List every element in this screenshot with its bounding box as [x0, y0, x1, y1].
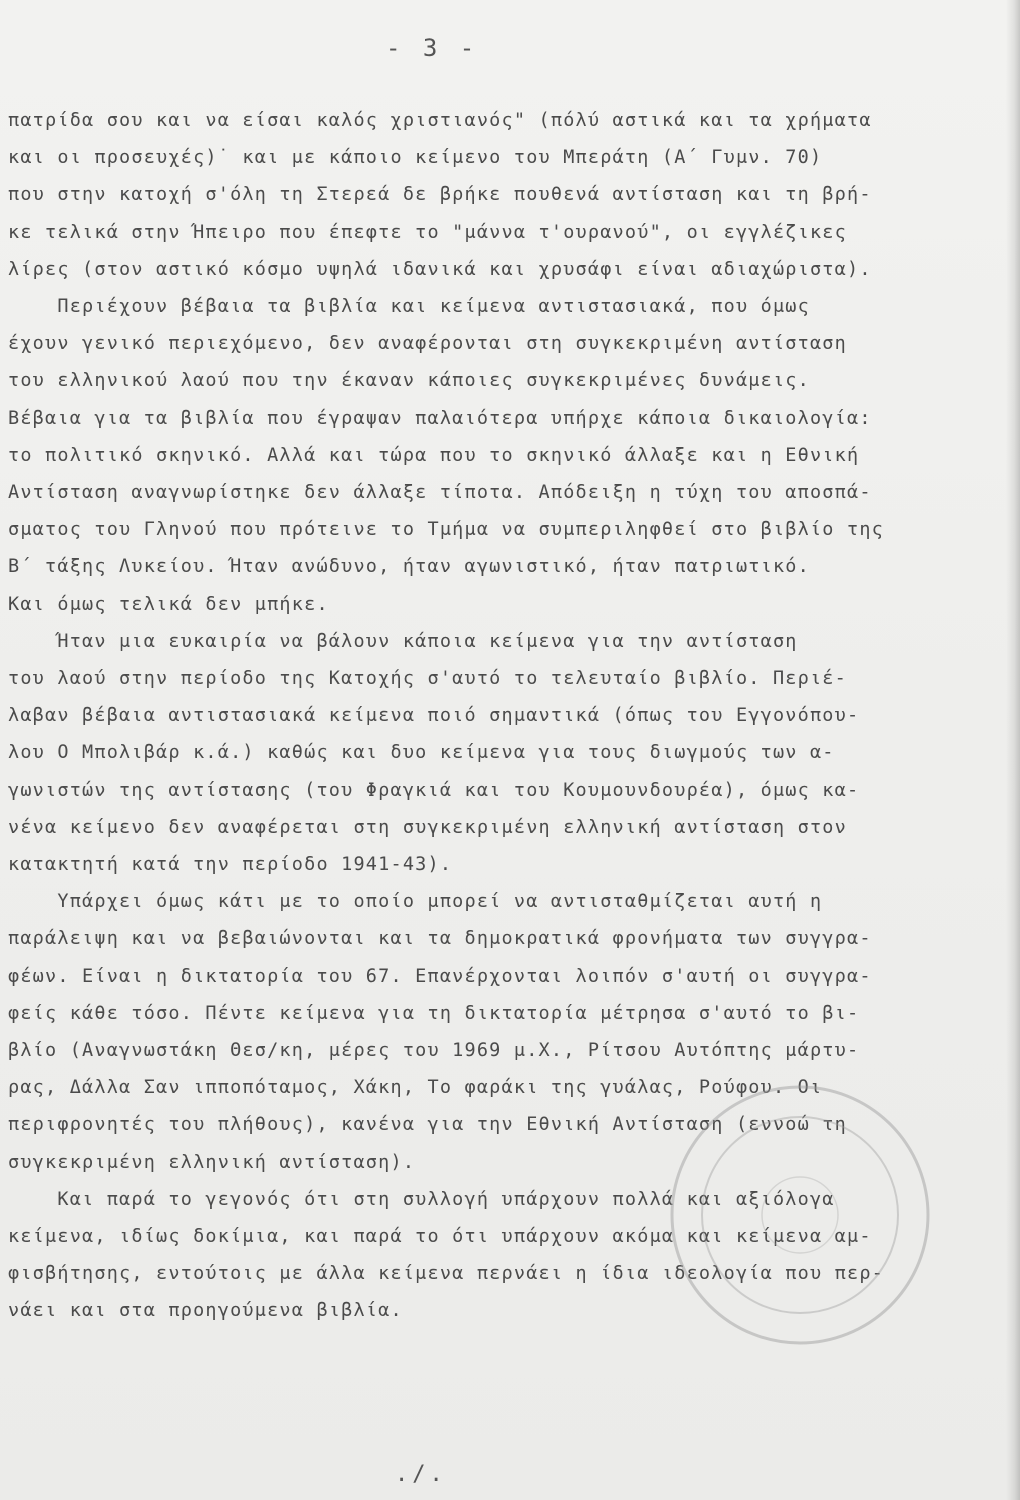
text-line: λαβαν βέβαια αντιστασιακά κείμενα ποιό σημαντικά (όπως του Εγγονόπου- [8, 705, 860, 727]
text-line: φισβήτησης, εντούτοις με άλλα κείμενα περνάει η ίδια ιδεολογία που περ- [8, 1263, 884, 1285]
text-line: του λαού στην περίοδο της Κατοχής σ'αυτό το τελευταίο βιβλίο. Περιέ- [8, 668, 847, 689]
text-line: το πολιτικό σκηνικό. Αλλά και τώρα που το σκηνικό άλλαξε και η Εθνική [8, 444, 860, 466]
text-line: βλίο (Αναγνωστάκη Θεσ/κη, μέρες του 1969 μ.Χ., Ρίτσου Αυτόπτης μάρτυ- [8, 1040, 860, 1061]
text-line: περιφρονητές του πλήθους), κανένα για την Εθνική Αντίσταση (εννοώ τη [8, 1114, 847, 1136]
text-line: Β΄ τάξης Λυκείου. Ήταν ανώδυνο, ήταν αγωνιστικό, ήταν πατριωτικό. [8, 556, 810, 578]
text-line: ρας, Δάλλα Σαν ιπποπόταμος, Χάκη, Το φαράκι της γυάλας, Ρούφου. Οι [8, 1077, 823, 1099]
text-line: Βέβαια για τα βιβλία που έγραψαν παλαιότερα υπήρχε κάποια δικαιολογία: [8, 407, 872, 429]
text-line: νάει και στα προηγούμενα βιβλία. [8, 1300, 403, 1322]
text-line: Υπάρχει όμως κάτι με το οποίο μπορεί να αντισταθμίζεται αυτή η [8, 891, 823, 913]
circular-stamp [650, 1065, 950, 1365]
text-line: έχουν γενικό περιεχόμενο, δεν αναφέρονται στη συγκεκριμένη αντίσταση [8, 333, 847, 355]
text-line: κατακτητή κατά την περίοδο 1941-43). [8, 854, 453, 875]
text-line: Και παρά το γεγονός ότι στη συλλογή υπάρχουν πολλά και αξιόλογα [8, 1188, 835, 1210]
text-line: σματος του Γληνού που πρότεινε το Τμήμα να συμπεριληφθεί στο βιβλίο της [8, 519, 884, 541]
text-line: πατρίδα σου και να είσαι καλός χριστιανός" (πόλύ αστικά και τα χρήματα [8, 110, 872, 131]
text-line: κείμενα, ιδίως δοκίμια, και παρά το ότι υπάρχουν ακόμα και κείμενα αμ- [8, 1226, 872, 1247]
page-number: - 3 - [386, 34, 479, 62]
scan-edge-shadow [1006, 0, 1020, 1500]
text-line: φείς κάθε τόσο. Πέντε κείμενα για τη δικτατορία μέτρησα σ'αυτό το βι- [8, 1002, 860, 1024]
text-line: γωνιστών της αντίστασης (του Φραγκιά και του Κουμουνδουρέα), όμως κα- [8, 779, 860, 801]
stamp-center-ring [762, 1177, 838, 1253]
text-line: φέων. Είναι η δικτατορία του 67. Επανέρχονται λοιπόν σ'αυτή οι συγγρα- [8, 965, 872, 987]
stamp-outer-ring [672, 1087, 928, 1343]
text-line: παράλειψη και να βεβαιώνονται και τα δημοκρατικά φρονήματα των συγγρα- [8, 928, 872, 950]
text-line: και οι προσευχές)˙ και με κάποιο κείμενο του Μπεράτη (Α΄ Γυμν. 70) [8, 147, 823, 169]
text-line: Αντίσταση αναγνωρίστηκε δεν άλλαξε τίποτα. Απόδειξη η τύχη του αποσπά- [8, 482, 872, 503]
stamp-inner-ring [702, 1117, 898, 1313]
text-line: Ήταν μια ευκαιρία να βάλουν κάποια κείμενα για την αντίσταση [8, 630, 798, 652]
text-line: λου Ο Μπολιβάρ κ.ά.) καθώς και δυο κείμενα για τους διωγμούς των α- [8, 742, 835, 764]
text-line: λίρες (στον αστικό κόσμο υψηλά ιδανικά και χρυσάφι είναι αδιαχώριστα). [8, 258, 872, 280]
text-line: συγκεκριμένη ελληνική αντίσταση). [8, 1151, 416, 1173]
text-line: νένα κείμενο δεν αναφέρεται στη συγκεκριμένη ελληνική αντίσταση στον [8, 816, 847, 838]
text-line: που στην κατοχή σ'όλη τη Στερεά δε βρήκε πουθενά αντίσταση και τη βρή- [8, 184, 872, 206]
text-line: του ελληνικού λαού που την έκαναν κάποιες συγκεκριμένες δυνάμεις. [8, 370, 810, 392]
text-line: Περιέχουν βέβαια τα βιβλία και κείμενα αντιστασιακά, που όμως [8, 296, 810, 317]
continuation-mark: ./. [395, 1462, 447, 1487]
text-line: κε τελικά στην Ήπειρο που έπεφτε το "μάννα τ'ουρανού", οι εγγλέζικες [8, 221, 847, 243]
text-line: Και όμως τελικά δεν μπήκε. [8, 593, 329, 615]
